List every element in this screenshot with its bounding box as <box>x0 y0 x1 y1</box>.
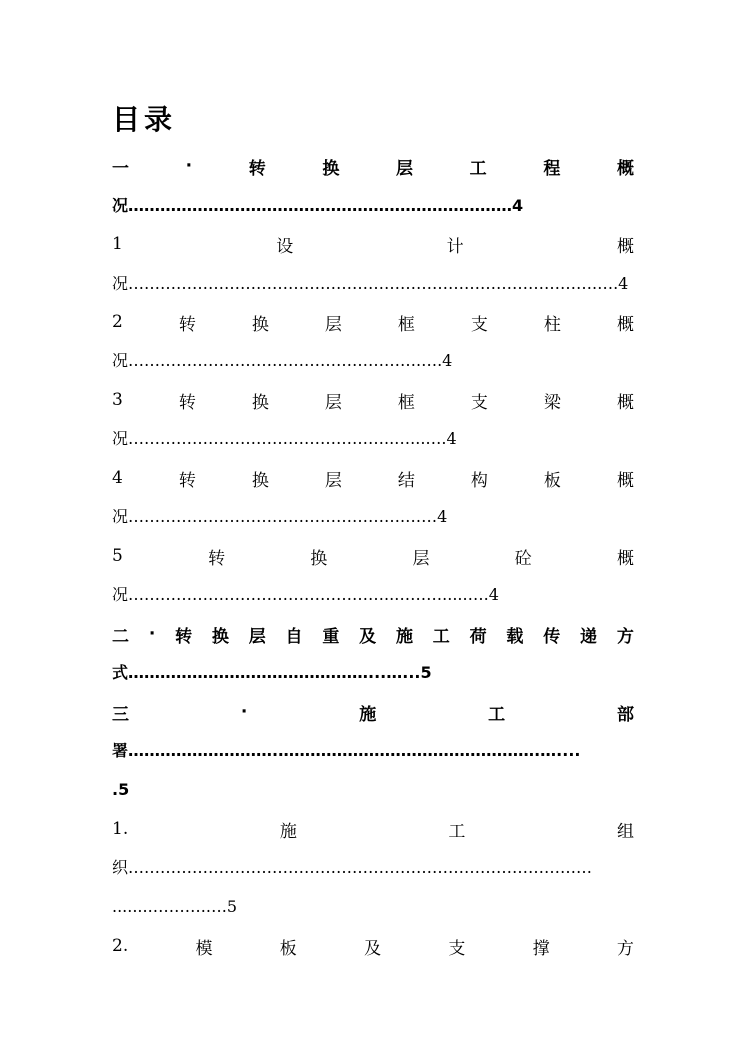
toc-char: 转 <box>208 548 226 569</box>
toc-char: 载 <box>506 626 524 647</box>
toc-entry-3-heading <box>112 697 634 727</box>
toc-char: 框 <box>397 314 415 335</box>
toc-char: 1. <box>112 819 129 839</box>
toc-char: 转 <box>248 158 266 179</box>
toc-char: 施 <box>359 704 377 725</box>
toc-entry-1-1-leader[interactable]: 况…………………………………………………………………………….….4 <box>112 274 629 293</box>
toc-char: 一 <box>112 158 129 179</box>
toc-char: 1 <box>112 234 123 254</box>
toc-char: 概 <box>616 392 634 413</box>
toc-entry-1-leader[interactable]: 况………………………………………………………………4 <box>112 196 524 215</box>
toc-char: 换 <box>251 470 269 491</box>
toc-char: · <box>148 624 156 644</box>
toc-char: 工 <box>469 158 487 179</box>
toc-char: 2. <box>112 936 129 956</box>
toc-char: 工 <box>448 821 466 842</box>
toc-char: 及 <box>359 626 377 647</box>
toc-char: 换 <box>211 626 229 647</box>
toc-char: 方 <box>616 938 634 959</box>
toc-char: 自 <box>285 626 303 647</box>
toc-char: 层 <box>324 470 342 491</box>
toc-char: 方 <box>616 626 634 647</box>
toc-char: 框 <box>397 392 415 413</box>
toc-entry-3-1-page[interactable]: ........……….….5 <box>112 897 238 916</box>
toc-char: 结 <box>397 470 415 491</box>
toc-char: 换 <box>251 314 269 335</box>
toc-entry-1-4-leader[interactable]: 况…………………………………………….……4 <box>112 507 448 526</box>
toc-char: 转 <box>178 392 196 413</box>
toc-char: 换 <box>310 548 328 569</box>
toc-char: 转 <box>178 314 196 335</box>
toc-char: 概 <box>616 470 634 491</box>
toc-char: 板 <box>279 938 297 959</box>
toc-char: 层 <box>324 314 342 335</box>
toc-char: 构 <box>470 470 488 491</box>
toc-char: 程 <box>543 158 561 179</box>
toc-title: 目录 <box>112 103 177 136</box>
toc-entry-1-3-heading <box>112 385 634 415</box>
toc-char: 2 <box>112 312 123 332</box>
toc-char: 概 <box>617 236 634 257</box>
toc-char: 砼 <box>514 548 532 569</box>
toc-char: 计 <box>446 236 464 257</box>
toc-char: 组 <box>616 821 634 842</box>
toc-char: 5 <box>112 546 123 566</box>
toc-char: 4 <box>112 468 123 488</box>
toc-entry-2-leader[interactable]: 式………………………………………...…...5 <box>112 663 432 682</box>
toc-entry-1-5-heading <box>112 541 634 571</box>
toc-entry-1-2-leader[interactable]: 况……………………………………………….….4 <box>112 351 453 370</box>
toc-entry-2-heading <box>112 619 634 649</box>
toc-char: 支 <box>470 314 488 335</box>
toc-char: 施 <box>395 626 413 647</box>
toc-char: 三 <box>112 704 129 725</box>
toc-entry-1-2-heading <box>112 307 634 337</box>
toc-char: · <box>185 156 193 176</box>
toc-char: 转 <box>178 470 196 491</box>
toc-entry-3-1-heading <box>112 814 634 844</box>
toc-char: 设 <box>276 236 294 257</box>
toc-entry-1-4-heading <box>112 463 634 493</box>
toc-char: · <box>240 702 248 722</box>
toc-char: 3 <box>112 390 123 410</box>
toc-char: 层 <box>412 548 430 569</box>
toc-char: 模 <box>195 938 213 959</box>
toc-char: 板 <box>543 470 561 491</box>
toc-char: 撑 <box>532 938 550 959</box>
toc-char: 部 <box>616 704 634 725</box>
toc-entry-1-heading <box>112 151 634 181</box>
toc-entry-1-1-heading <box>112 229 634 259</box>
toc-char: 施 <box>279 821 297 842</box>
toc-char: 重 <box>322 626 340 647</box>
toc-char: 概 <box>616 314 634 335</box>
toc-char: 换 <box>322 158 340 179</box>
toc-char: 换 <box>251 392 269 413</box>
toc-char: 工 <box>432 626 450 647</box>
toc-char: 工 <box>488 704 506 725</box>
toc-entry-3-2-heading <box>112 931 634 961</box>
toc-char: 层 <box>324 392 342 413</box>
toc-char: 荷 <box>469 626 487 647</box>
toc-char: 及 <box>364 938 382 959</box>
toc-char: 概 <box>617 548 634 569</box>
toc-char: 支 <box>470 392 488 413</box>
toc-char: 二 <box>112 626 129 647</box>
toc-char: 柱 <box>543 314 561 335</box>
toc-entry-3-page[interactable]: .5 <box>112 780 130 799</box>
toc-char: 转 <box>175 626 193 647</box>
toc-char: 递 <box>580 626 598 647</box>
toc-entry-3-1-leader[interactable]: 织…………………………………………………………………………… <box>112 858 593 877</box>
toc-char: 层 <box>396 158 414 179</box>
toc-entry-1-3-leader[interactable]: 况…………………………………………..…...….4 <box>112 429 457 448</box>
toc-char: 支 <box>448 938 466 959</box>
toc-char: 梁 <box>543 392 561 413</box>
toc-char: 概 <box>616 158 634 179</box>
toc-char: 层 <box>248 626 266 647</box>
toc-entry-3-leader[interactable]: 署……………………….………………………………………….….... <box>112 741 581 760</box>
toc-char: 传 <box>543 626 561 647</box>
toc-entry-1-5-leader[interactable]: 况…………………………………………..……….....….4 <box>112 585 499 604</box>
